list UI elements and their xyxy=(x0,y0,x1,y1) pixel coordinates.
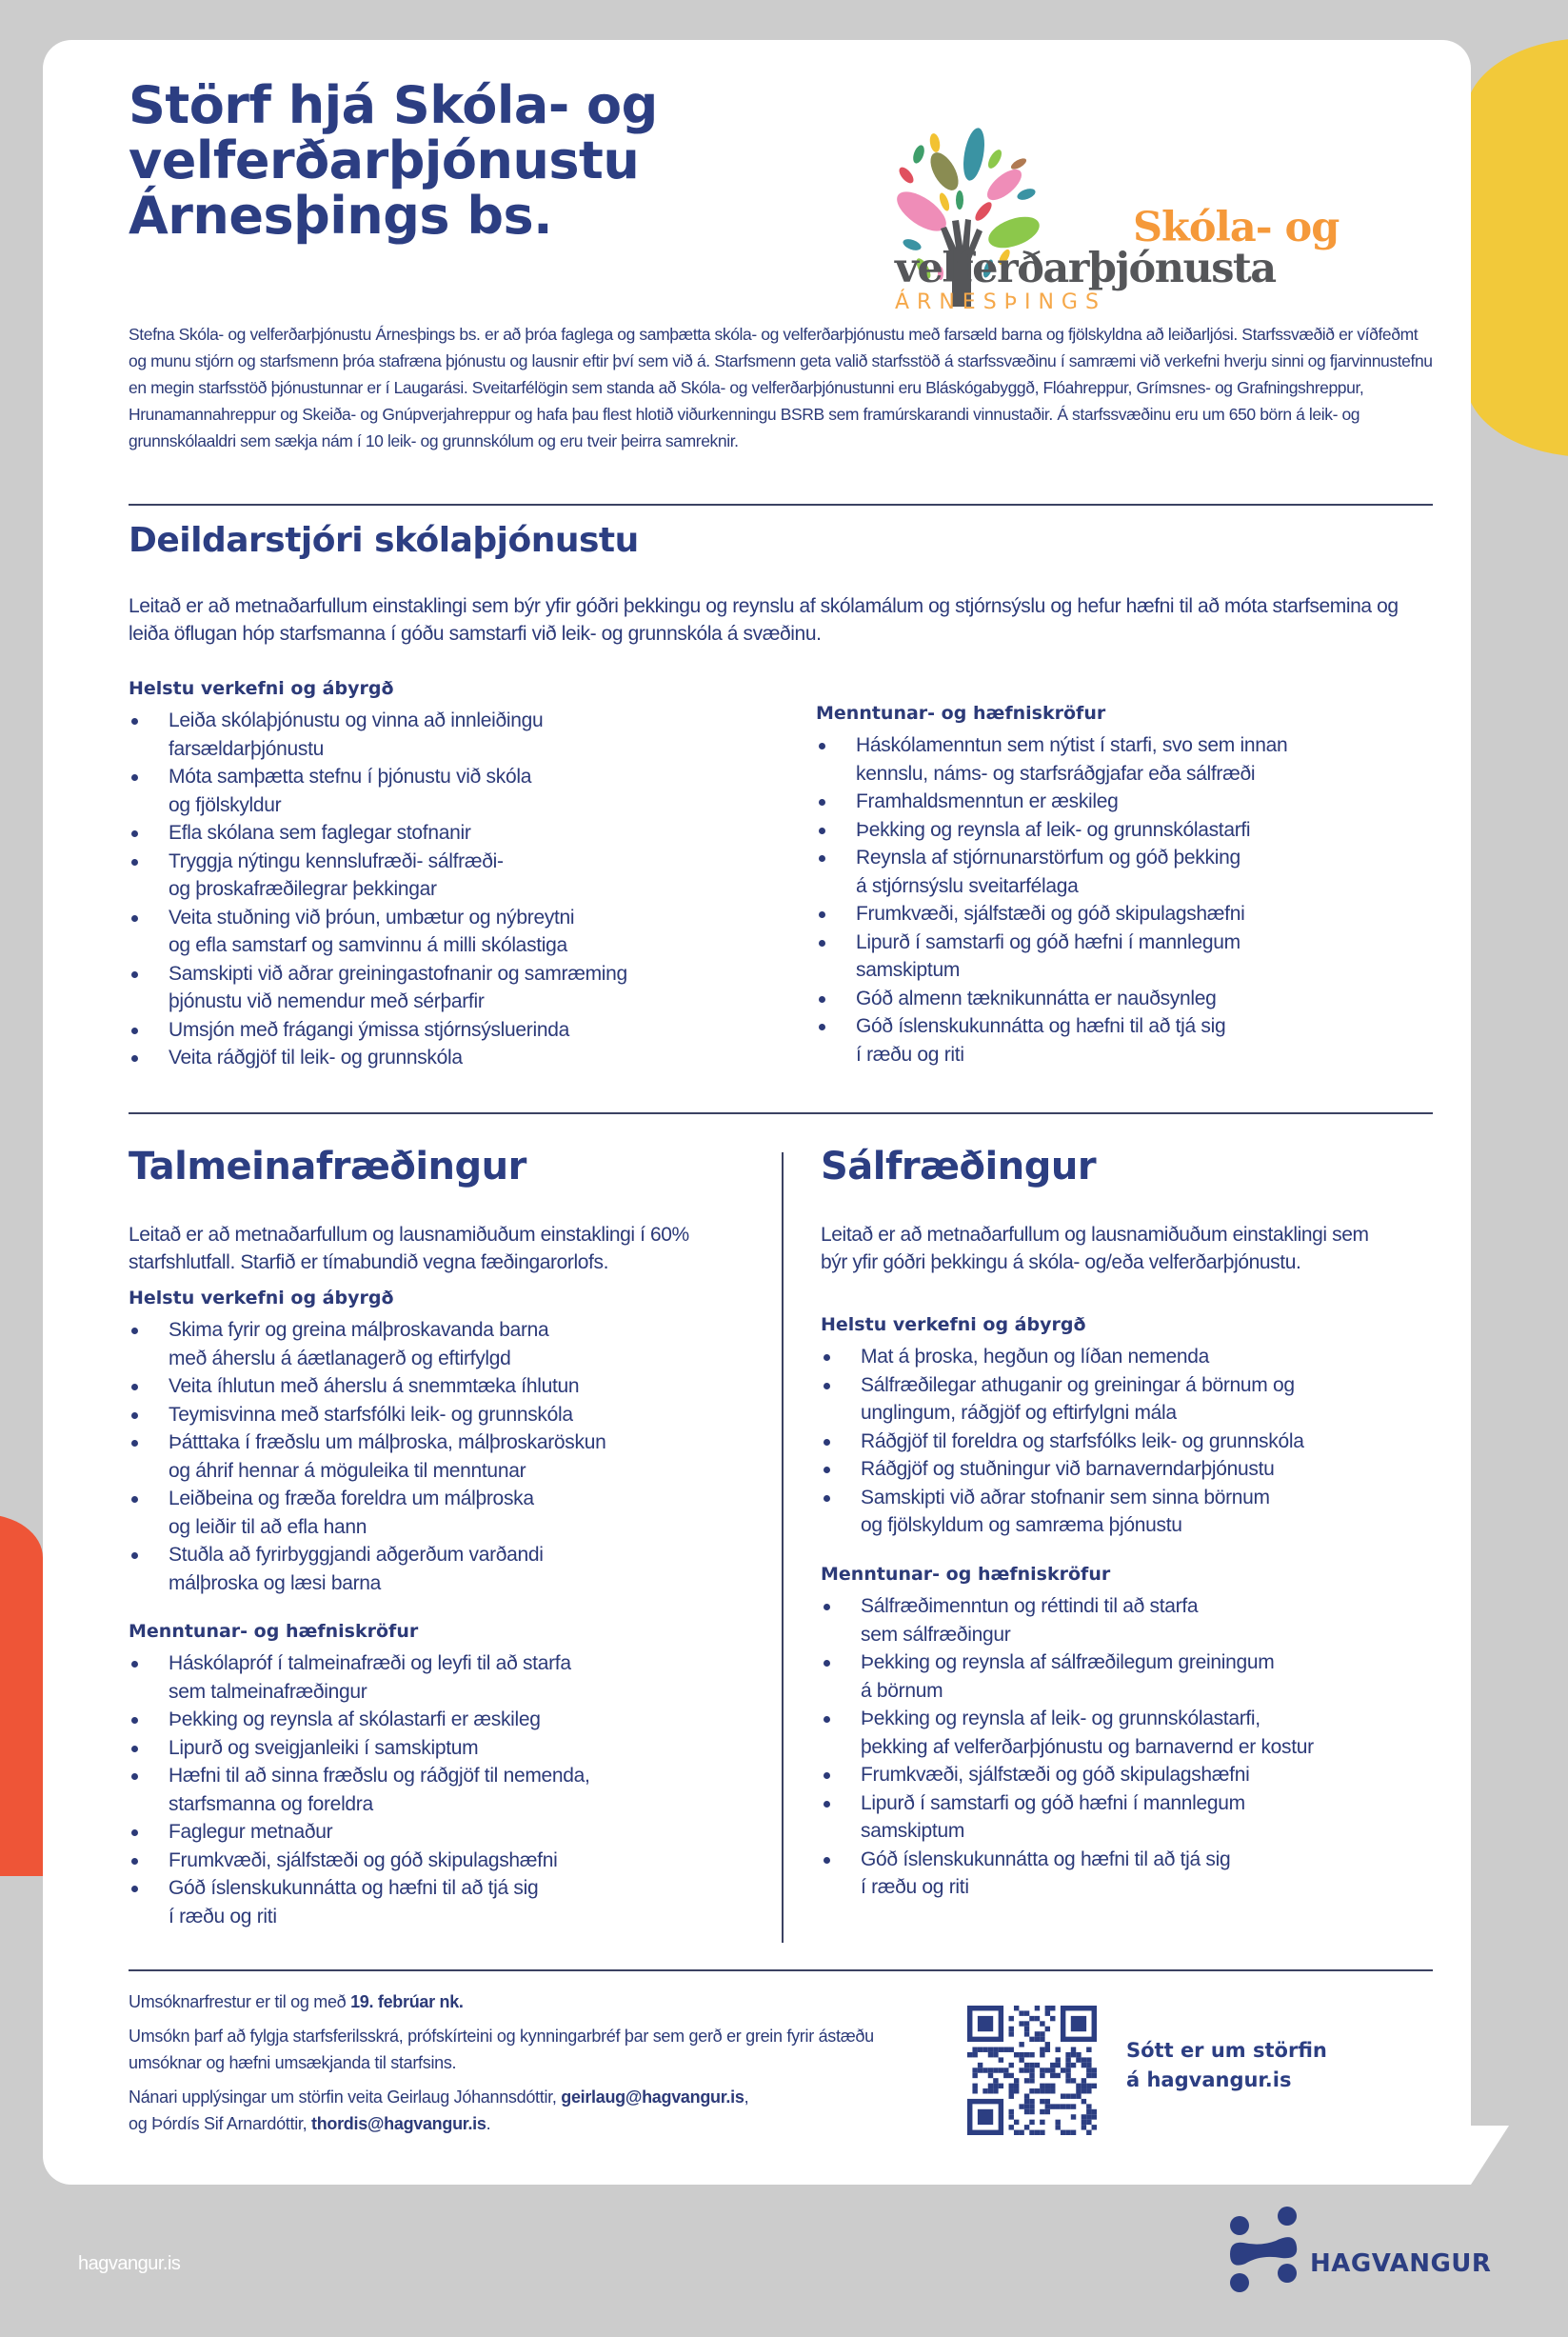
intro-paragraph: Stefna Skóla- og velferðarþjónustu Árnesþings bs. er að þróa faglega og samþætta skóla- og velferðarþjónustu með farsæld barna og fjölskyldna að leiðarljósi. Starfssvæðið er víðfeðmt og munu stjórn og starfsmenn þróa stafræna þjónustu og lausnir eftir því sem við á. Starfsmenn geta valið starfsstöð á starfssvæðinu í samræmi við verkefni hverju sinni og fjarvinnustefnu en megin starfsstöð þjónustunnar er í Laugarási. Sveitarfélögin sem standa að Skóla- og velferðarþjónustunni eru Bláskógabyggð, Flóahreppur, Grímsnes- og Grafningshreppur, Hrunamannahreppur og Skeiða- og Gnúpverjahreppur og hafa þau flest hlotið viðurkenningu BSRB sem framúrskarandi vinnustaðir. Á starfssvæðinu eru um 650 börn á leik- og grunnskólaaldri sem sækja nám í 10 leik- og grunnskólum og eru tveir þeirra samreknir. xyxy=(129,325,1433,450)
list-item: Góð íslenskukunnátta og hæfni til að tjá sig í ræðu og riti xyxy=(129,1874,776,1930)
column-divider xyxy=(782,1152,784,1943)
divider xyxy=(129,1112,1433,1114)
tasks-list xyxy=(821,1343,1430,1540)
job-title-talmeinafraedingur: Talmeinafræðingur xyxy=(129,1145,526,1188)
list-item: Þátttaka í fræðslu um málþroska, málþroskaröskun og áhrif hennar á möguleika til menntunar xyxy=(129,1428,776,1485)
requirements-heading: Menntunar- og hæfniskröfur xyxy=(821,1564,1111,1585)
list-item: Veita íhlutun með áherslu á snemmtæka íhlutun xyxy=(129,1372,776,1401)
list-item: Skima fyrir og greina málþroskavanda barna með áherslu á áætlanagerð og eftirfylgd xyxy=(129,1316,776,1372)
decorative-yellow-shape xyxy=(1466,38,1568,457)
logo-text-velferd: velferðarþjónusta xyxy=(895,245,1276,292)
tasks-list xyxy=(129,1316,776,1597)
requirements-list xyxy=(816,731,1425,1069)
list-item: Umsjón með frágangi ýmissa stjórnsýsluerinda xyxy=(129,1016,795,1045)
skola-velferd-logo xyxy=(843,78,1376,326)
list-item: Veita ráðgjöf til leik- og grunnskóla xyxy=(129,1044,795,1072)
application-info xyxy=(129,1988,938,2145)
decorative-orange-shape xyxy=(0,1514,43,1876)
hagvangur-wordmark: HAGVANGUR xyxy=(1310,2249,1492,2278)
card-speech-tail xyxy=(1471,2126,1509,2185)
list-item: Leiðbeina og fræða foreldra um málþroska og leiðir til að efla hann xyxy=(129,1485,776,1541)
list-item: Sálfræðimenntun og réttindi til að starfa sem sálfræðingur xyxy=(821,1592,1439,1648)
logo-text-arnes: ÁRNESÞINGS xyxy=(895,290,1106,314)
requirements-list xyxy=(129,1649,776,1930)
list-item: Frumkvæði, sjálfstæði og góð skipulagshæfni xyxy=(129,1847,776,1875)
list-item: Faglegur metnaður xyxy=(129,1818,776,1847)
contact-email-geirlaug[interactable]: geirlaug@hagvangur.is xyxy=(561,2087,744,2107)
requirements-heading: Menntunar- og hæfniskröfur xyxy=(129,1621,419,1642)
list-item: Reynsla af stjórnunarstörfum og góð þekking á stjórnsýslu sveitarfélaga xyxy=(816,844,1425,900)
list-item: Lipurð í samstarfi og góð hæfni í mannlegum samskiptum xyxy=(816,929,1425,985)
requirements-list xyxy=(821,1592,1439,1902)
list-item: Teymisvinna með starfsfólki leik- og grunnskóla xyxy=(129,1401,776,1429)
list-item: Háskólapróf í talmeinafræði og leyfi til að starfa sem talmeinafræðingur xyxy=(129,1649,776,1706)
list-item: Þekking og reynsla af leik- og grunnskólastarfi xyxy=(816,816,1425,845)
tasks-heading: Helstu verkefni og ábyrgð xyxy=(129,678,394,699)
list-item: Framhaldsmenntun er æskileg xyxy=(816,788,1425,816)
contact-email-thordis[interactable]: thordis@hagvangur.is xyxy=(311,2114,486,2133)
list-item: Sálfræðilegar athuganir og greiningar á börnum og unglingum, ráðgjöf og eftirfylgni mála xyxy=(821,1371,1430,1428)
list-item: Leiða skólaþjónustu og vinna að innleiðingu farsældarþjónustu xyxy=(129,707,795,763)
list-item: Þekking og reynsla af sálfræðilegum greiningum á börnum xyxy=(821,1648,1439,1705)
qr-code-icon[interactable] xyxy=(967,2006,1097,2135)
list-item: Háskólamenntun sem nýtist í starfi, svo sem innan kennslu, náms- og starfsráðgjafar eða sálfræði xyxy=(816,731,1425,788)
deadline: Umsóknarfrestur er til og með 19. febrúar nk. xyxy=(129,1992,464,2011)
documents-info: Umsókn þarf að fylgja starfsferilsskrá, prófskírteini og kynningarbréf þar sem gerð er grein fyrir ástæðu umsóknar og hæfni umsækjanda til starfsins. xyxy=(129,2027,874,2072)
list-item: Frumkvæði, sjálfstæði og góð skipulagshæfni xyxy=(821,1761,1439,1789)
job-lead: Leitað er að metnaðarfullum og lausnamiðuðum einstaklingi í 60% starfshlutfall. Starfið er tímabundið vegna fæðingarorlofs. xyxy=(129,1224,689,1273)
list-item: Samskipti við aðrar stofnanir sem sinna börnum og fjölskyldum og samræma þjónustu xyxy=(821,1484,1430,1540)
list-item: Tryggja nýtingu kennslufræði- sálfræði- og þroskafræðilegrar þekkingar xyxy=(129,848,795,904)
job-ad-card xyxy=(43,40,1471,2185)
logo-text-skola: Skóla- og xyxy=(1133,204,1340,251)
job-lead: Leitað er að metnaðarfullum einstaklingi sem býr yfir góðri þekkingu og reynslu af skólamálum og stjórnsýslu og hefur hæfni til að móta starfsemina og leiða öflugan hóp starfsmanna í góðu samstarfi við leik- og grunnskóla á svæðinu. xyxy=(129,595,1399,645)
contact-info: Nánari upplýsingar um störfin veita Geirlaug Jóhannsdóttir, geirlaug@hagvangur.is, og Þórdís Sif Arnardóttir, thordis@hagvangur.is. xyxy=(129,2087,749,2133)
list-item: Lipurð í samstarfi og góð hæfni í mannlegum samskiptum xyxy=(821,1789,1439,1846)
requirements-heading: Menntunar- og hæfniskröfur xyxy=(816,703,1106,724)
list-item: Frumkvæði, sjálfstæði og góð skipulagshæfni xyxy=(816,900,1425,929)
job-lead: Leitað er að metnaðarfullum og lausnamiðuðum einstaklingi sem býr yfir góðri þekkingu á skóla- og/eða velferðarþjónustu. xyxy=(821,1224,1369,1273)
divider xyxy=(129,1969,1433,1971)
list-item: Góð íslenskukunnátta og hæfni til að tjá sig í ræðu og riti xyxy=(821,1846,1439,1902)
list-item: Þekking og reynsla af skólastarfi er æskileg xyxy=(129,1706,776,1734)
hagvangur-logo xyxy=(1222,2205,1508,2290)
list-item: Góð íslenskukunnátta og hæfni til að tjá sig í ræðu og riti xyxy=(816,1012,1425,1069)
job-title-salfraedingur: Sálfræðingur xyxy=(821,1145,1097,1188)
list-item: Mat á þroska, hegðun og líðan nemenda xyxy=(821,1343,1430,1371)
list-item: Lipurð og sveigjanleiki í samskiptum xyxy=(129,1734,776,1763)
list-item: Ráðgjöf og stuðningur við barnaverndarþjónustu xyxy=(821,1455,1430,1484)
list-item: Veita stuðning við þróun, umbætur og nýbreytni og efla samstarf og samvinnu á milli skólastiga xyxy=(129,904,795,960)
site-url[interactable]: hagvangur.is xyxy=(78,2253,181,2274)
list-item: Ráðgjöf til foreldra og starfsfólks leik- og grunnskóla xyxy=(821,1428,1430,1456)
tasks-heading: Helstu verkefni og ábyrgð xyxy=(129,1288,394,1308)
tasks-heading: Helstu verkefni og ábyrgð xyxy=(821,1314,1086,1335)
list-item: Hæfni til að sinna fræðslu og ráðgjöf til nemenda, starfsmanna og foreldra xyxy=(129,1762,776,1818)
list-item: Samskipti við aðrar greiningastofnanir og samræming þjónustu við nemendur með sérþarfir xyxy=(129,960,795,1016)
list-item: Þekking og reynsla af leik- og grunnskólastarfi, þekking af velferðarþjónustu og barnavernd er kostur xyxy=(821,1705,1439,1761)
list-item: Móta samþætta stefnu í þjónustu við skóla og fjölskyldur xyxy=(129,763,795,819)
hagvangur-mark-icon xyxy=(1222,2205,1303,2295)
page-title: Störf hjá Skóla- og velferðarþjónustu Árnesþings bs. xyxy=(129,75,658,246)
job-title-deildarstjori: Deildarstjóri skólaþjónustu xyxy=(129,521,639,560)
list-item: Efla skólana sem faglegar stofnanir xyxy=(129,819,795,848)
divider xyxy=(129,504,1433,506)
tasks-list xyxy=(129,707,795,1072)
apply-link[interactable]: Sótt er um störfin á hagvangur.is xyxy=(1126,2039,1327,2091)
list-item: Góð almenn tæknikunnátta er nauðsynleg xyxy=(816,985,1425,1013)
list-item: Stuðla að fyrirbyggjandi aðgerðum varðandi málþroska og læsi barna xyxy=(129,1541,776,1597)
